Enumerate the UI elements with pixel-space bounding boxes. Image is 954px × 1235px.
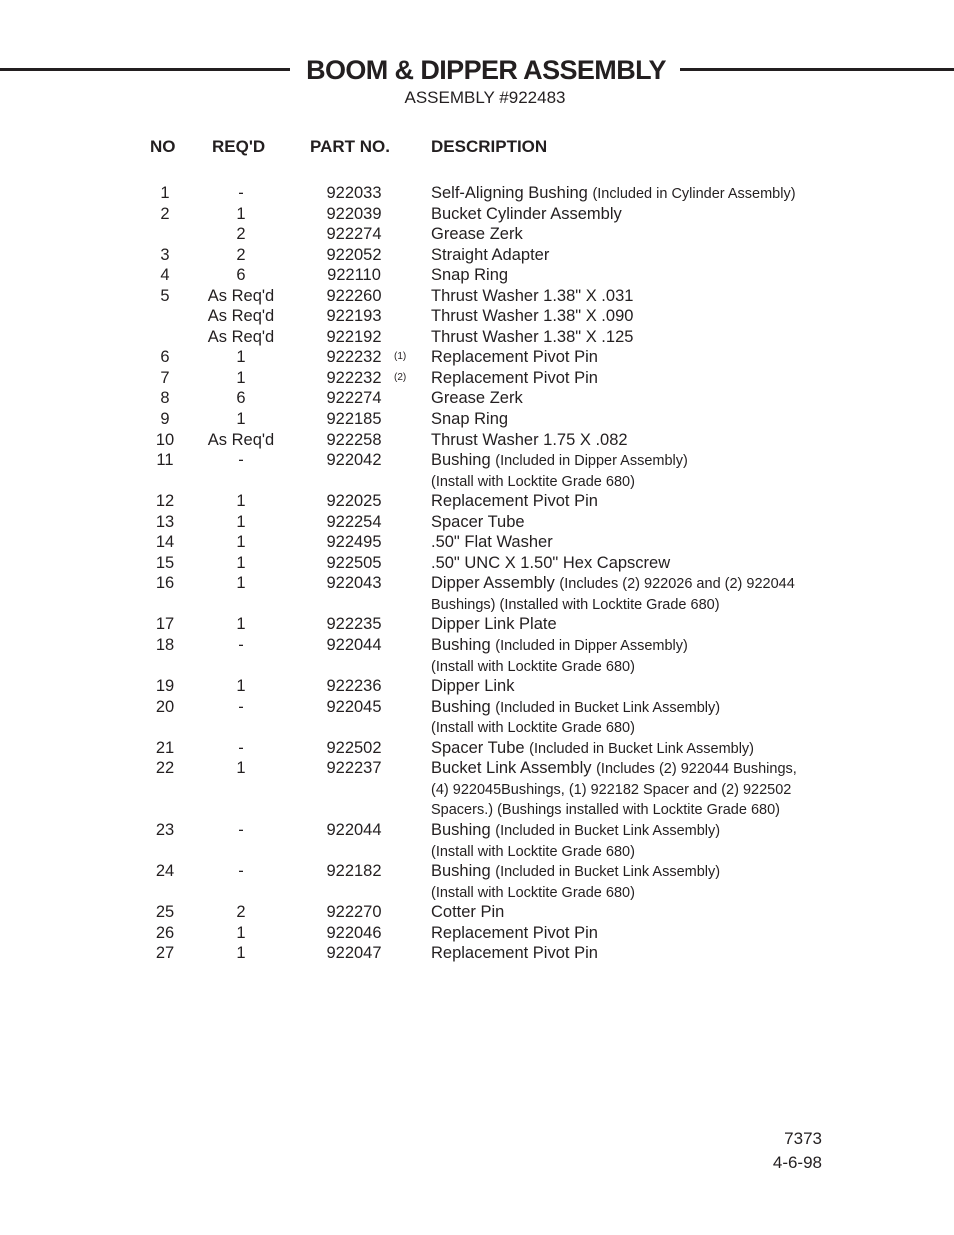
part-number: 922039 xyxy=(326,204,382,223)
item-number: 20 xyxy=(155,697,175,716)
description xyxy=(431,347,598,369)
description-text: Bucket Cylinder Assembly xyxy=(431,204,622,223)
table-row xyxy=(0,656,954,677)
part-number: 922237 xyxy=(326,759,382,778)
description xyxy=(431,717,635,739)
description xyxy=(431,388,523,410)
description-note: (Install with Locktite Grade 680) xyxy=(431,720,635,737)
required-qty: 2 xyxy=(236,903,246,922)
table-row xyxy=(0,245,954,266)
required-qty: 1 xyxy=(236,923,246,942)
table-row xyxy=(0,286,954,307)
description xyxy=(431,861,720,883)
table-row xyxy=(0,943,954,964)
table-row xyxy=(0,614,954,635)
description-text: Replacement Pivot Pin xyxy=(431,368,598,387)
required-qty: - xyxy=(238,451,244,470)
table-row xyxy=(0,553,954,574)
description-note: (Included in Dipper Assembly) xyxy=(495,453,688,470)
part-number: 922505 xyxy=(326,553,382,572)
title-rule-left xyxy=(0,68,290,71)
part-number: 922502 xyxy=(326,738,382,757)
description xyxy=(431,902,504,924)
table-row xyxy=(0,882,954,903)
description xyxy=(431,245,549,267)
description-note: (Included in Bucket Link Assembly) xyxy=(495,699,721,716)
item-number: 6 xyxy=(160,348,170,367)
part-number: 922044 xyxy=(326,636,382,655)
required-qty: 1 xyxy=(236,677,246,696)
description-note: (Included in Bucket Link Assembly) xyxy=(495,822,721,839)
description-text: Bushing xyxy=(431,697,491,716)
required-qty: - xyxy=(238,636,244,655)
description xyxy=(431,306,633,328)
required-qty: As Req'd xyxy=(207,430,275,449)
item-number: 1 xyxy=(160,184,170,202)
item-number: 14 xyxy=(155,533,175,552)
header-description: DESCRIPTION xyxy=(431,137,548,156)
table-row xyxy=(0,779,954,800)
item-number: 27 xyxy=(155,944,175,963)
table-row xyxy=(0,471,954,492)
description-text: Replacement Pivot Pin xyxy=(431,348,598,367)
table-row xyxy=(0,491,954,512)
description-note: (Install with Locktite Grade 680) xyxy=(431,884,635,901)
required-qty: 1 xyxy=(236,204,246,223)
table-row xyxy=(0,204,954,225)
description xyxy=(431,491,598,513)
description xyxy=(431,779,791,801)
required-qty: 1 xyxy=(236,492,246,511)
description-text: Dipper Link xyxy=(431,677,515,696)
item-number: 23 xyxy=(155,820,175,839)
table-row xyxy=(0,224,954,245)
item-number: 3 xyxy=(160,245,170,264)
page-title: BOOM & DIPPER ASSEMBLY xyxy=(306,55,666,85)
table-row xyxy=(0,450,954,471)
description-note: Spacers.) (Bushings installed with Locktite Grade 680) xyxy=(431,802,780,819)
item-number: 26 xyxy=(155,923,175,942)
table-row xyxy=(0,758,954,779)
description xyxy=(431,204,622,226)
item-number: 10 xyxy=(155,430,175,449)
description-text: Dipper Assembly xyxy=(431,574,555,593)
part-number: 922047 xyxy=(326,944,382,963)
item-number: 17 xyxy=(155,615,175,634)
description-note: (Included in Bucket Link Assembly) xyxy=(495,864,721,881)
description-text: Bucket Link Assembly xyxy=(431,759,592,778)
parts-list xyxy=(0,183,954,964)
description xyxy=(431,943,598,965)
part-number: 922033 xyxy=(326,184,382,202)
part-number: 922193 xyxy=(326,307,382,326)
part-number: 922110 xyxy=(327,266,381,285)
table-row xyxy=(0,594,954,615)
description-note: (Install with Locktite Grade 680) xyxy=(431,473,635,490)
description xyxy=(431,450,688,472)
table-row xyxy=(0,738,954,759)
part-number: 922235 xyxy=(326,615,382,634)
description-note: (Included in Dipper Assembly) xyxy=(495,638,688,655)
required-qty: - xyxy=(238,820,244,839)
item-number: 11 xyxy=(156,451,174,470)
description-text: Spacer Tube xyxy=(431,738,525,757)
required-qty: 1 xyxy=(236,533,246,552)
item-number: 9 xyxy=(160,410,170,429)
part-number: 922046 xyxy=(326,923,382,942)
description xyxy=(431,553,670,575)
description xyxy=(431,512,525,534)
description xyxy=(431,265,508,287)
description-note: (4) 922045Bushings, (1) 922182 Spacer and (2) 922502 xyxy=(431,781,792,798)
required-qty: 1 xyxy=(236,348,246,367)
description-note: (Included in Cylinder Assembly) xyxy=(592,186,796,202)
table-row xyxy=(0,923,954,944)
description xyxy=(431,183,796,205)
item-number: 4 xyxy=(160,266,170,285)
description-text: Thrust Washer 1.75 X .082 xyxy=(431,430,628,449)
table-row xyxy=(0,820,954,841)
title-rule-right xyxy=(680,68,954,71)
description xyxy=(431,758,797,780)
table-row xyxy=(0,902,954,923)
required-qty: 1 xyxy=(236,512,246,531)
part-number: 922270 xyxy=(326,903,382,922)
part-number: 922185 xyxy=(326,410,382,429)
table-row xyxy=(0,265,954,286)
description xyxy=(431,923,598,945)
table-row xyxy=(0,717,954,738)
description xyxy=(431,286,633,308)
table-row xyxy=(0,532,954,553)
description-text: Self-Aligning Bushing xyxy=(431,184,588,202)
description-text: Thrust Washer 1.38" X .031 xyxy=(431,286,634,305)
description xyxy=(431,594,720,616)
part-number: 922274 xyxy=(326,225,382,244)
table-row xyxy=(0,347,954,368)
table-row xyxy=(0,861,954,882)
description-text: .50" Flat Washer xyxy=(431,533,553,552)
description-text: Snap Ring xyxy=(431,410,509,429)
description xyxy=(431,409,508,431)
part-number: 922044 xyxy=(326,820,382,839)
required-qty: 1 xyxy=(236,368,246,387)
item-number: 25 xyxy=(155,903,175,922)
description-text: .50" UNC X 1.50" Hex Capscrew xyxy=(431,553,671,572)
description xyxy=(431,430,628,452)
item-number: 5 xyxy=(160,286,170,305)
required-qty: 6 xyxy=(236,266,246,285)
part-number: 922232 xyxy=(326,368,382,387)
part-number: 922236 xyxy=(326,677,382,696)
description xyxy=(431,676,514,698)
required-qty: 1 xyxy=(236,553,246,572)
part-number: 922495 xyxy=(326,533,382,552)
required-qty: 2 xyxy=(236,245,246,264)
table-row xyxy=(0,409,954,430)
part-number: 922232 xyxy=(326,348,382,367)
item-number: 13 xyxy=(155,512,175,531)
description xyxy=(431,224,523,246)
part-number: 922260 xyxy=(326,286,382,305)
footnote-marker: (1) xyxy=(394,351,407,363)
description-text: Spacer Tube xyxy=(431,512,525,531)
item-number: 7 xyxy=(160,368,170,387)
part-number: 922052 xyxy=(326,245,382,264)
item-number: 19 xyxy=(155,677,175,696)
title-row xyxy=(0,52,954,88)
required-qty: 2 xyxy=(236,225,246,244)
description xyxy=(431,471,635,493)
description xyxy=(431,327,633,349)
item-number: 16 xyxy=(155,574,175,593)
required-qty: 1 xyxy=(236,410,246,429)
item-number: 12 xyxy=(155,492,175,511)
table-row xyxy=(0,635,954,656)
description xyxy=(431,532,553,554)
description-note: (Included in Bucket Link Assembly) xyxy=(529,740,755,757)
description-text: Replacement Pivot Pin xyxy=(431,923,598,942)
description xyxy=(431,573,795,595)
description-text: Straight Adapter xyxy=(431,245,550,264)
part-number: 922274 xyxy=(326,389,382,408)
required-qty: 1 xyxy=(236,759,246,778)
part-number: 922192 xyxy=(326,327,382,346)
description-text: Bushing xyxy=(431,862,491,881)
description-text: Snap Ring xyxy=(431,266,509,285)
required-qty: 1 xyxy=(236,615,246,634)
description xyxy=(431,635,688,657)
description-text: Bushing xyxy=(431,820,491,839)
footer-date: 4-6-98 xyxy=(772,1153,822,1172)
description xyxy=(431,799,780,821)
description-text: Replacement Pivot Pin xyxy=(431,492,598,511)
description xyxy=(431,656,635,678)
description-note: (Includes (2) 922026 and (2) 922044 xyxy=(559,576,795,593)
table-row xyxy=(0,573,954,594)
part-number: 922182 xyxy=(326,862,382,881)
required-qty: As Req'd xyxy=(207,327,275,346)
required-qty: - xyxy=(238,184,244,202)
assembly-number: ASSEMBLY #922483 xyxy=(404,88,566,107)
description-note: (Install with Locktite Grade 680) xyxy=(431,658,635,675)
description-text: Grease Zerk xyxy=(431,389,523,408)
table-row xyxy=(0,512,954,533)
table-row xyxy=(0,799,954,820)
description xyxy=(431,614,557,636)
required-qty: 1 xyxy=(236,944,246,963)
table-row xyxy=(0,306,954,327)
footer-number: 7373 xyxy=(784,1129,822,1148)
table-row xyxy=(0,676,954,697)
part-number: 922025 xyxy=(326,492,382,511)
description-note: Bushings) (Installed with Locktite Grade 680) xyxy=(431,596,720,613)
description xyxy=(431,368,598,390)
required-qty: - xyxy=(238,862,244,881)
required-qty: As Req'd xyxy=(207,307,275,326)
item-number: 22 xyxy=(155,759,175,778)
required-qty: 1 xyxy=(236,574,246,593)
item-number: 2 xyxy=(160,204,170,223)
required-qty: 6 xyxy=(236,389,246,408)
part-number: 922258 xyxy=(326,430,382,449)
table-row xyxy=(0,327,954,348)
header-reqd: REQ'D xyxy=(212,137,266,156)
description-text: Thrust Washer 1.38" X .125 xyxy=(431,327,634,346)
description-text: Dipper Link Plate xyxy=(431,615,557,634)
description xyxy=(431,697,720,719)
part-number: 922043 xyxy=(326,574,382,593)
item-number: 24 xyxy=(155,862,175,881)
table-row xyxy=(0,841,954,862)
description-note: (Install with Locktite Grade 680) xyxy=(431,843,635,860)
item-number: 21 xyxy=(155,738,175,757)
description xyxy=(431,841,635,863)
item-number: 15 xyxy=(155,553,175,572)
part-number: 922042 xyxy=(326,451,382,470)
description xyxy=(431,738,754,760)
footnote-marker: (2) xyxy=(394,371,407,383)
item-number: 18 xyxy=(155,636,175,655)
table-row xyxy=(0,388,954,409)
description-text: Bushing xyxy=(431,636,491,655)
required-qty: - xyxy=(238,738,244,757)
table-row xyxy=(0,183,954,204)
required-qty: As Req'd xyxy=(207,286,275,305)
item-number: 8 xyxy=(160,389,170,408)
description-text: Grease Zerk xyxy=(431,225,523,244)
table-row xyxy=(0,368,954,389)
header-no: NO xyxy=(150,137,176,156)
description xyxy=(431,820,720,842)
description-note: (Includes (2) 922044 Bushings, xyxy=(596,761,797,778)
required-qty: - xyxy=(238,697,244,716)
table-row xyxy=(0,430,954,451)
table-row xyxy=(0,697,954,718)
description xyxy=(431,882,635,904)
description-text: Cotter Pin xyxy=(431,903,505,922)
header-part-no: PART NO. xyxy=(310,137,390,156)
part-number: 922045 xyxy=(326,697,382,716)
part-number: 922254 xyxy=(326,512,382,531)
description-text: Thrust Washer 1.38" X .090 xyxy=(431,307,634,326)
description-text: Bushing xyxy=(431,451,491,470)
description-text: Replacement Pivot Pin xyxy=(431,944,598,963)
